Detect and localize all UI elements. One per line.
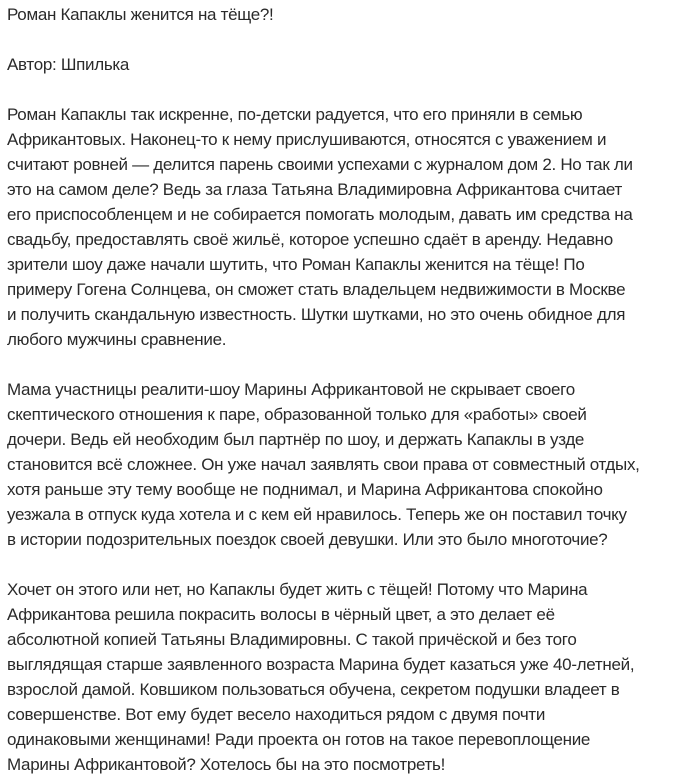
paragraph-3-line: одинаковыми женщинами! Ради проекта он готов на такое перевоплощение <box>7 730 591 749</box>
paragraph-1-line: Роман Капаклы так искренне, по-детски радуется, что его приняли в семью <box>7 105 583 124</box>
paragraph-2-line: хотя раньше эту тему вообще не поднимал, и Марина Африкантова спокойно <box>7 480 603 499</box>
paragraph-3-line: совершенстве. Вот ему будет весело находиться рядом с двумя почти <box>7 705 546 724</box>
paragraph-1-line: и получить скандальную известность. Шутки шутками, но это очень обидное для <box>7 305 626 324</box>
paragraph-2-line: дочери. Ведь ей необходим был партнёр по шоу, и держать Капаклы в узде <box>7 430 585 449</box>
paragraph-1-line: его приспособленцем и не собирается помогать молодым, давать им средства на <box>7 205 633 224</box>
paragraph-3-line: абсолютной копией Татьяны Владимировны. С такой причёской и без того <box>7 630 577 649</box>
paragraph-2-line: в истории подозрительных поездок своей девушки. Или это было многоточие? <box>7 530 608 549</box>
paragraph-2 <box>7 377 691 552</box>
paragraph-1-line: это на самом деле? Ведь за глаза Татьяна Владимировна Африкантова считает <box>7 180 622 199</box>
paragraph-1-line: свадьбу, предоставлять своё жильё, которое успешно сдаёт в аренду. Недавно <box>7 230 613 249</box>
paragraph-3-line: взрослой дамой. Ковшиком пользоваться обучена, секретом подушки владеет в <box>7 680 620 699</box>
paragraph-3-line: Хочет он этого или нет, но Капаклы будет жить с тёщей! Потому что Марина <box>7 580 588 599</box>
article-author <box>7 52 691 77</box>
paragraph-2-line: становится всё сложнее. Он уже начал заявлять свои права от совместный отдых, <box>7 455 640 474</box>
article-title <box>7 2 691 27</box>
paragraph-2-line: скептического отношения к паре, образованной только для «работы» своей <box>7 405 587 424</box>
paragraph-1-line: считают ровней — делится парень своими успехами с журналом дом 2. Но так ли <box>7 155 633 174</box>
paragraph-3-line: выглядящая старше заявленного возраста Марина будет казаться уже 40-летней, <box>7 655 635 674</box>
paragraph-3 <box>7 577 691 777</box>
paragraph-1-line: любого мужчины сравнение. <box>7 330 227 349</box>
paragraph-2-line: Мама участницы реалити-шоу Марины Африкантовой не скрывает своего <box>7 380 575 399</box>
paragraph-3-line: Марины Африкантовой? Хотелось бы на это посмотреть! <box>7 755 446 774</box>
article-title-text: Роман Капаклы женится на тёще?! <box>7 5 274 24</box>
paragraph-3-line: Африкантова решила покрасить волосы в чёрный цвет, а это делает её <box>7 605 555 624</box>
article-author-text: Автор: Шпилька <box>7 55 130 74</box>
paragraph-1 <box>7 102 691 352</box>
paragraph-2-line: уезжала в отпуск куда хотела и с кем ей нравилось. Теперь же он поставил точку <box>7 505 627 524</box>
paragraph-1-line: Африкантовых. Наконец-то к нему прислушиваются, относятся с уважением и <box>7 130 607 149</box>
paragraph-1-line: зрители шоу даже начали шутить, что Роман Капаклы женится на тёще! По <box>7 255 585 274</box>
paragraph-1-line: примеру Гогена Солнцева, он сможет стать владельцем недвижимости в Москве <box>7 280 626 299</box>
